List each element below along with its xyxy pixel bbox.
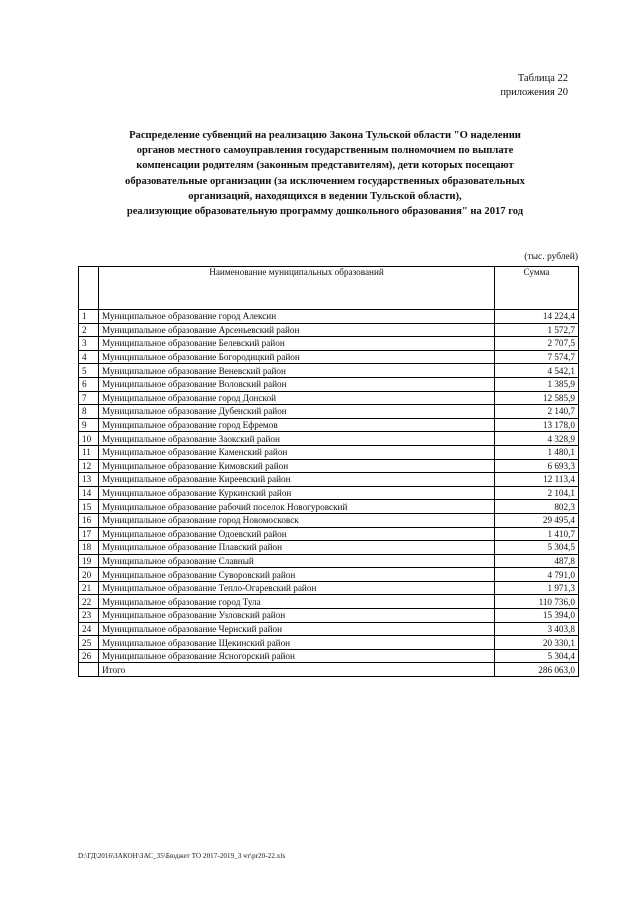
municipality-name: Муниципальное образование Богородицкий район (99, 350, 495, 364)
row-number: 21 (79, 581, 99, 595)
table-row (79, 527, 579, 541)
municipality-name: Муниципальное образование Дубенский район (99, 405, 495, 419)
row-number: 1 (79, 310, 99, 324)
row-number: 11 (79, 445, 99, 459)
table-row (79, 473, 579, 487)
column-header-name: Наименование муниципальных образований (99, 267, 495, 310)
row-number: 15 (79, 500, 99, 514)
row-number: 5 (79, 364, 99, 378)
row-number: 14 (79, 486, 99, 500)
row-number: 26 (79, 649, 99, 663)
municipality-name: Муниципальное образование город Новомосковск (99, 513, 495, 527)
row-number: 6 (79, 377, 99, 391)
amount: 4 542,1 (495, 364, 579, 378)
table-row (79, 622, 579, 636)
municipality-name: Муниципальное образование Щекинский район (99, 636, 495, 650)
amount: 3 403,8 (495, 622, 579, 636)
title-line: компенсации родителям (законным представителям), дети которых посещают (136, 160, 514, 172)
municipality-name: Муниципальное образование Узловский район (99, 609, 495, 623)
municipality-name: Муниципальное образование Кимовский район (99, 459, 495, 473)
municipality-name: Муниципальное образование Воловский район (99, 377, 495, 391)
row-number: 4 (79, 350, 99, 364)
amount: 12 113,4 (495, 473, 579, 487)
municipality-name: Муниципальное образование Чернский район (99, 622, 495, 636)
title-line: органов местного самоуправления государственным полномочием по выплате (136, 145, 514, 157)
amount: 487,8 (495, 554, 579, 568)
amount: 802,3 (495, 500, 579, 514)
amount: 6 693,3 (495, 459, 579, 473)
table-row (79, 554, 579, 568)
table-row (79, 377, 579, 391)
table-row (79, 568, 579, 582)
table-reference (500, 72, 568, 100)
row-number: 17 (79, 527, 99, 541)
subventions-table (78, 266, 579, 677)
amount: 2 707,5 (495, 337, 579, 351)
title-line: организаций, находящихся в ведении Тульской области), (188, 190, 462, 202)
table-number: Таблица 22 (517, 73, 568, 84)
municipality-name: Муниципальное образование Славный (99, 554, 495, 568)
municipality-name: Муниципальное образование Веневский район (99, 364, 495, 378)
row-number: 7 (79, 391, 99, 405)
municipality-name: Муниципальное образование город Алексин (99, 310, 495, 324)
amount: 1 385,9 (495, 377, 579, 391)
municipality-name: Муниципальное образование город Донской (99, 391, 495, 405)
municipality-name: Муниципальное образование Белевский район (99, 337, 495, 351)
amount: 5 304,4 (495, 649, 579, 663)
row-number: 19 (79, 554, 99, 568)
total-number (79, 663, 99, 677)
row-number: 3 (79, 337, 99, 351)
row-number: 2 (79, 323, 99, 337)
title-line: Распределение субвенций на реализацию Закона Тульской области "О наделении (129, 130, 521, 141)
row-number: 20 (79, 568, 99, 582)
amount: 20 330,1 (495, 636, 579, 650)
table-row (79, 541, 579, 555)
column-header-number (79, 267, 99, 310)
amount: 110 736,0 (495, 595, 579, 609)
table-row (79, 391, 579, 405)
amount: 1 572,7 (495, 323, 579, 337)
annex-number: приложения 20 (500, 87, 568, 98)
table-row (79, 445, 579, 459)
municipality-name: Муниципальное образование Киреевский район (99, 473, 495, 487)
table-row (79, 513, 579, 527)
units-label: (тыс. рублей) (524, 252, 578, 262)
table-row (79, 337, 579, 351)
file-path-footer: D:\ГД\2016\ЗАКОН\ЗАС_35\Бюджет ТО 2017-2019_3 чт\pr20-22.xls (78, 852, 286, 860)
title-line: реализующие образовательную программу дошкольного образования" на 2017 год (126, 206, 524, 218)
municipality-name: Муниципальное образование Заокский район (99, 432, 495, 446)
row-number: 23 (79, 609, 99, 623)
row-number: 13 (79, 473, 99, 487)
table-row (79, 418, 579, 432)
row-number: 8 (79, 405, 99, 419)
table-row (79, 500, 579, 514)
row-number: 10 (79, 432, 99, 446)
total-row (79, 663, 579, 677)
amount: 1 410,7 (495, 527, 579, 541)
table-row (79, 636, 579, 650)
total-label: Итого (99, 663, 495, 677)
amount: 29 495,4 (495, 513, 579, 527)
table-row (79, 595, 579, 609)
table-row (79, 405, 579, 419)
row-number: 18 (79, 541, 99, 555)
municipality-name: Муниципальное образование Плавский район (99, 541, 495, 555)
row-number: 9 (79, 418, 99, 432)
amount: 7 574,7 (495, 350, 579, 364)
municipality-name: Муниципальное образование Ясногорский район (99, 649, 495, 663)
amount: 13 178,0 (495, 418, 579, 432)
amount: 14 224,4 (495, 310, 579, 324)
table-row (79, 310, 579, 324)
column-header-sum: Сумма (495, 267, 579, 310)
total-amount: 286 063,0 (495, 663, 579, 677)
row-number: 25 (79, 636, 99, 650)
title-line: образовательные организации (за исключением государственных образовательных (125, 175, 525, 187)
amount: 4 328,9 (495, 432, 579, 446)
municipality-name: Муниципальное образование город Тула (99, 595, 495, 609)
municipality-name: Муниципальное образование Одоевский район (99, 527, 495, 541)
document-title (70, 128, 580, 219)
table-row (79, 581, 579, 595)
municipality-name: Муниципальное образование рабочий поселок Новогуровский (99, 500, 495, 514)
amount: 5 304,5 (495, 541, 579, 555)
municipality-name: Муниципальное образование Тепло-Огаревский район (99, 581, 495, 595)
amount: 1 971,3 (495, 581, 579, 595)
table-row (79, 609, 579, 623)
amount: 1 480,1 (495, 445, 579, 459)
municipality-name: Муниципальное образование город Ефремов (99, 418, 495, 432)
table-row (79, 459, 579, 473)
amount: 2 104,1 (495, 486, 579, 500)
amount: 12 585,9 (495, 391, 579, 405)
row-number: 24 (79, 622, 99, 636)
municipality-name: Муниципальное образование Куркинский район (99, 486, 495, 500)
row-number: 12 (79, 459, 99, 473)
row-number: 22 (79, 595, 99, 609)
amount: 15 394,0 (495, 609, 579, 623)
table-row (79, 486, 579, 500)
amount: 4 791,0 (495, 568, 579, 582)
municipality-name: Муниципальное образование Арсеньевский район (99, 323, 495, 337)
municipality-name: Муниципальное образование Суворовский район (99, 568, 495, 582)
table-row (79, 432, 579, 446)
table-header-row (79, 267, 579, 310)
table-body (79, 310, 579, 677)
row-number: 16 (79, 513, 99, 527)
amount: 2 140,7 (495, 405, 579, 419)
table-row (79, 350, 579, 364)
municipality-name: Муниципальное образование Каменский район (99, 445, 495, 459)
table-row (79, 649, 579, 663)
table-row (79, 323, 579, 337)
table-row (79, 364, 579, 378)
